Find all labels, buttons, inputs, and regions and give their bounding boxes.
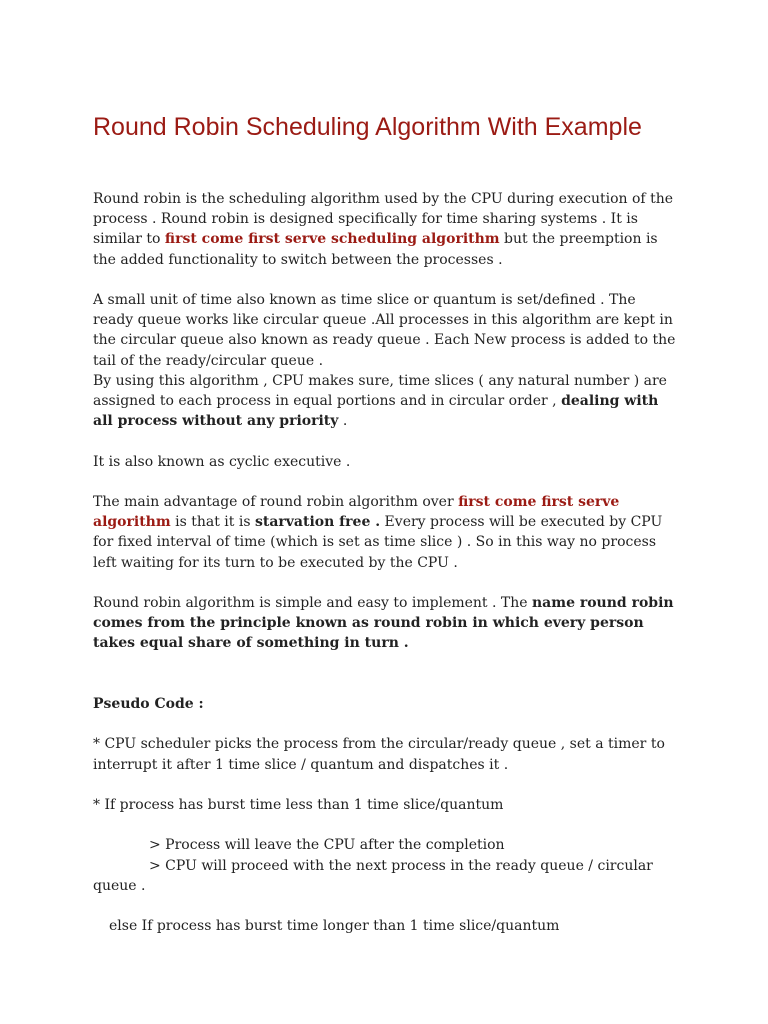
spacer — [93, 714, 678, 734]
spacer — [93, 472, 678, 492]
paragraph-equal-portions — [93, 371, 678, 432]
text-run: By using this algorithm , CPU makes sure, time slices ( any natural number ) are assigned to each process in equal portions and in circular order , — [93, 372, 667, 410]
text-run: > CPU will proceed with the next process in the ready queue / circular queue . — [93, 857, 653, 894]
pseudo-substep-1: > Process will leave the CPU after the completion — [149, 837, 505, 854]
link-fcfs-scheduling[interactable]: first come first serve scheduling algorithm — [164, 231, 500, 248]
paragraph-name-origin — [93, 593, 678, 654]
pseudo-step-1: * CPU scheduler picks the process from the circular/ready queue , set a timer to interrupt it after 1 time slice / quantum and dispatches it . — [93, 736, 665, 773]
spacer — [93, 431, 678, 451]
pseudo-step-2: * If process has burst time less than 1 time slice/quantum — [93, 796, 504, 813]
spacer — [93, 573, 678, 593]
spacer — [93, 896, 678, 916]
text-run: Round robin algorithm is simple and easy to implement . The — [93, 595, 532, 611]
bold-text: name round robin comes from the principle known as round robin in which every person takes equal share of something in turn . — [93, 595, 674, 652]
paragraph-intro — [93, 189, 678, 270]
article-body — [93, 189, 678, 936]
text-run: is that it is — [170, 514, 255, 531]
pseudo-substep-2 — [93, 856, 678, 896]
pseudo-step-3: else If process has burst time longer than 1 time slice/quantum — [109, 918, 560, 935]
link-fcfs-algorithm[interactable]: first come first serve algorithm — [93, 494, 620, 531]
spacer — [93, 654, 678, 674]
spacer — [93, 270, 678, 290]
text-run: but the preemption is the added functionality to switch between the processes . — [93, 231, 658, 268]
bold-text: starvation free . — [254, 514, 381, 531]
spacer — [93, 775, 678, 795]
paragraph-advantage — [93, 492, 678, 573]
paragraph-cyclic: It is also known as cyclic executive . — [93, 453, 351, 470]
spacer — [93, 815, 678, 835]
text-run: . — [338, 413, 348, 430]
paragraph-time-slice: A small unit of time also known as time slice or quantum is set/defined . The ready queue works like circular queue .All processes in this algorithm are kept in the circular queue also known as ready queue . Each New process is added to the tail of the ready/circular queue . — [93, 292, 676, 369]
pseudo-code-heading: Pseudo Code : — [93, 695, 204, 712]
spacer — [93, 674, 678, 694]
text-run: Round robin is the scheduling algorithm used by the CPU during execution of the process . Round robin is designed specifically for time sharing systems . It is similar to — [93, 191, 673, 248]
text-run: Every process will be executed by CPU for fixed interval of time (which is set as time slice ) . So in this way no process left waiting for its turn to be executed by the CPU . — [93, 514, 663, 571]
page-title: Round Robin Scheduling Algorithm With Example — [93, 113, 642, 141]
bold-text: dealing with all process without any priority — [93, 393, 659, 430]
text-run: The main advantage of round robin algorithm over — [93, 494, 459, 510]
